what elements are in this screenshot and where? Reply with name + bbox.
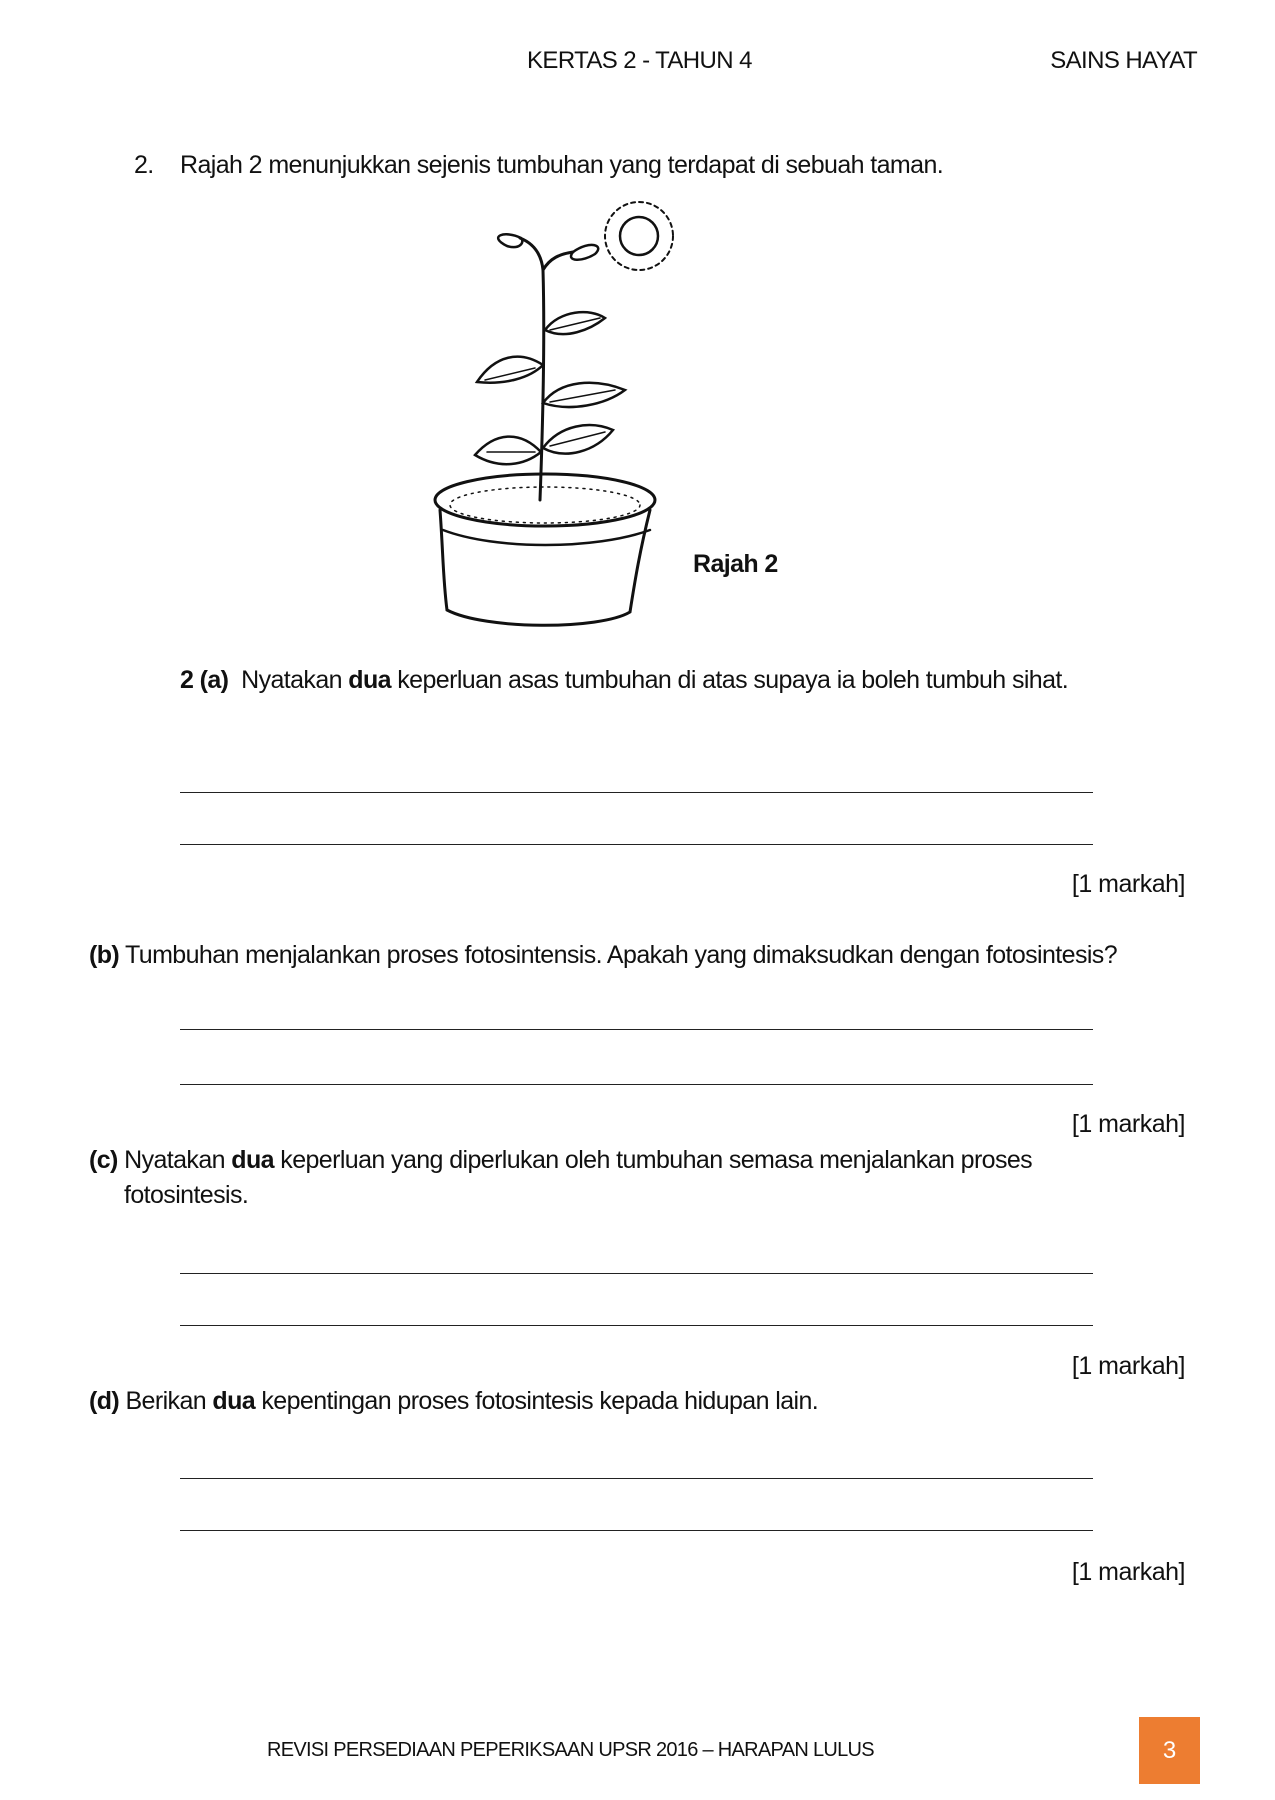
part-d-bold: dua (212, 1387, 256, 1415)
page-number: 3 (1139, 1717, 1200, 1784)
part-c-text (89, 1145, 1032, 1175)
part-d-text (89, 1386, 818, 1416)
answer-line[interactable] (180, 1084, 1093, 1085)
answer-line[interactable] (180, 1530, 1093, 1531)
part-d-post: kepentingan proses fotosintesis kepada hidupan lain. (255, 1387, 819, 1415)
part-a-marks: [1 markah] (1071, 870, 1185, 898)
part-b-label: (b) (89, 941, 120, 969)
part-c-label: (c) (89, 1146, 118, 1174)
part-c-marks: [1 markah] (1071, 1352, 1185, 1380)
figure-caption: Rajah 2 (693, 550, 778, 578)
answer-line[interactable] (180, 1273, 1093, 1274)
part-d-pre: Berikan (125, 1387, 213, 1415)
answer-line[interactable] (180, 1029, 1093, 1030)
part-c-post: keperluan yang diperlukan oleh tumbuhan semasa menjalankan proses (273, 1146, 1033, 1174)
part-d-marks: [1 markah] (1071, 1558, 1185, 1586)
part-a-text (180, 665, 1068, 695)
part-b-marks: [1 markah] (1071, 1110, 1185, 1138)
part-c-bold: dua (231, 1146, 274, 1174)
header-paper: KERTAS 2 - TAHUN 4 (527, 47, 752, 74)
part-c-pre: Nyatakan (124, 1146, 232, 1174)
question-number: 2. (134, 151, 154, 179)
footer-text: REVISI PERSEDIAAN PEPERIKSAAN UPSR 2016 – HARAPAN LULUS (267, 1739, 874, 1761)
answer-line[interactable] (180, 844, 1093, 845)
header-subject: SAINS HAYAT (1050, 47, 1197, 74)
part-c-text-cont: fotosintesis. (124, 1181, 249, 1209)
part-a-bold: dua (348, 666, 391, 694)
sun-icon (605, 202, 673, 270)
part-a-pre: Nyatakan (241, 666, 349, 694)
answer-line[interactable] (180, 792, 1093, 793)
question-stem: Rajah 2 menunjukkan sejenis tumbuhan yang terdapat di sebuah taman. (180, 151, 944, 179)
part-d-label: (d) (89, 1387, 120, 1415)
part-b-pre: Tumbuhan menjalankan proses fotosintensis. Apakah yang dimaksudkan dengan fotosintesis? (125, 941, 1118, 969)
part-a-label: 2 (a) (180, 666, 229, 694)
answer-line[interactable] (180, 1325, 1093, 1326)
part-b-text (89, 940, 1117, 970)
part-a-post: keperluan asas tumbuhan di atas supaya ia boleh tumbuh sihat. (390, 666, 1069, 694)
answer-line[interactable] (180, 1478, 1093, 1479)
